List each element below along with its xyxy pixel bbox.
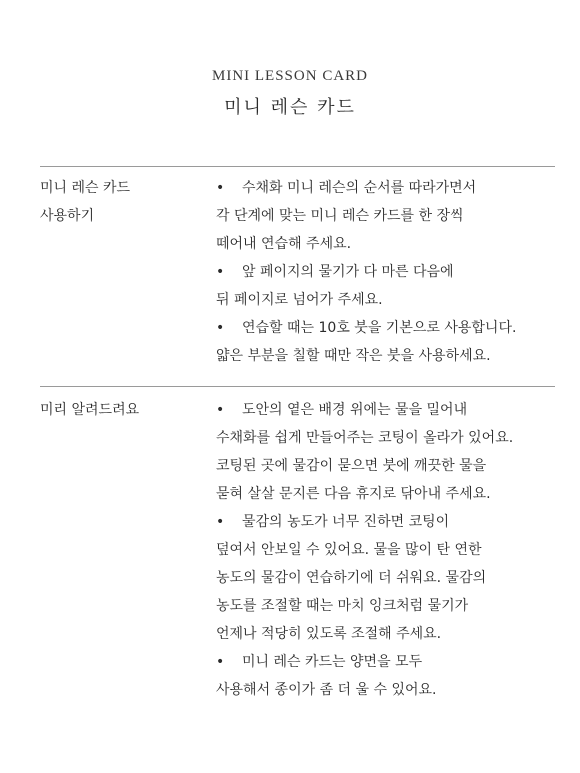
body-text: 뒤 페이지로 넘어가 주세요. xyxy=(216,292,383,308)
body-line xyxy=(216,648,561,676)
body-line xyxy=(216,508,561,536)
body-text: 사용해서 종이가 좀 더 울 수 있어요. xyxy=(216,682,437,698)
body-line xyxy=(216,202,561,230)
body-text: 각 단계에 맞는 미니 레슨 카드를 한 장씩 xyxy=(216,208,464,224)
section-body-notice xyxy=(216,396,561,704)
body-line xyxy=(216,230,561,258)
body-text: 코팅된 곳에 물감이 묻으면 붓에 깨끗한 물을 xyxy=(216,458,487,474)
section-label-line: 미니 레슨 카드 xyxy=(40,180,131,196)
body-text: 물감의 농도가 너무 진하면 코팅이 xyxy=(242,514,450,530)
body-line xyxy=(216,592,561,620)
divider-top xyxy=(40,166,555,167)
section-label-notice xyxy=(40,396,139,424)
body-text: 덮여서 안보일 수 있어요. 물을 많이 탄 연한 xyxy=(216,542,482,558)
body-text: 도안의 옅은 배경 위에는 물을 밀어내 xyxy=(242,402,468,418)
body-line xyxy=(216,258,561,286)
bullet-mark: • xyxy=(216,180,225,196)
body-text: 연습할 때는 10호 붓을 기본으로 사용합니다. xyxy=(242,320,517,336)
card-title: 미니 레슨 카드 xyxy=(224,97,356,118)
section-body-usage xyxy=(216,174,561,370)
card-subtitle-en: MINI LESSON CARD xyxy=(211,68,368,84)
body-line xyxy=(216,424,561,452)
body-text: 얇은 부분을 칠할 때만 작은 붓을 사용하세요. xyxy=(216,348,491,364)
body-line xyxy=(216,314,561,342)
body-line xyxy=(216,676,561,704)
body-text: 떼어내 연습해 주세요. xyxy=(216,236,352,252)
divider-middle xyxy=(40,386,555,387)
body-line xyxy=(216,480,561,508)
body-text: 농도를 조절할 때는 마치 잉크처럼 물기가 xyxy=(216,598,469,614)
body-text: 농도의 물감이 연습하기에 더 쉬워요. 물감의 xyxy=(216,570,487,586)
body-line xyxy=(216,452,561,480)
body-text: 수채화를 쉽게 만들어주는 코팅이 올라가 있어요. xyxy=(216,430,514,446)
section-label-line: 미리 알려드려요 xyxy=(40,402,140,418)
bullet-mark: • xyxy=(216,320,225,336)
bullet-mark: • xyxy=(216,264,225,280)
body-text: 미니 레슨 카드는 양면을 모두 xyxy=(242,654,423,670)
body-line xyxy=(216,286,561,314)
body-line xyxy=(216,620,561,648)
body-line xyxy=(216,396,561,424)
bullet-mark: • xyxy=(216,514,225,530)
body-line xyxy=(216,536,561,564)
body-line xyxy=(216,342,561,370)
section-label-usage xyxy=(40,174,130,230)
bullet-mark: • xyxy=(216,654,225,670)
body-text: 수채화 미니 레슨의 순서를 따라가면서 xyxy=(242,180,477,196)
body-text: 묻혀 살살 문지른 다음 휴지로 닦아내 주세요. xyxy=(216,486,491,502)
body-text: 언제나 적당히 있도록 조절해 주세요. xyxy=(216,626,442,642)
body-text: 앞 페이지의 물기가 다 마른 다음에 xyxy=(242,264,454,280)
bullet-mark: • xyxy=(216,402,225,418)
body-line xyxy=(216,174,561,202)
body-line xyxy=(216,564,561,592)
section-label-line: 사용하기 xyxy=(40,208,95,224)
